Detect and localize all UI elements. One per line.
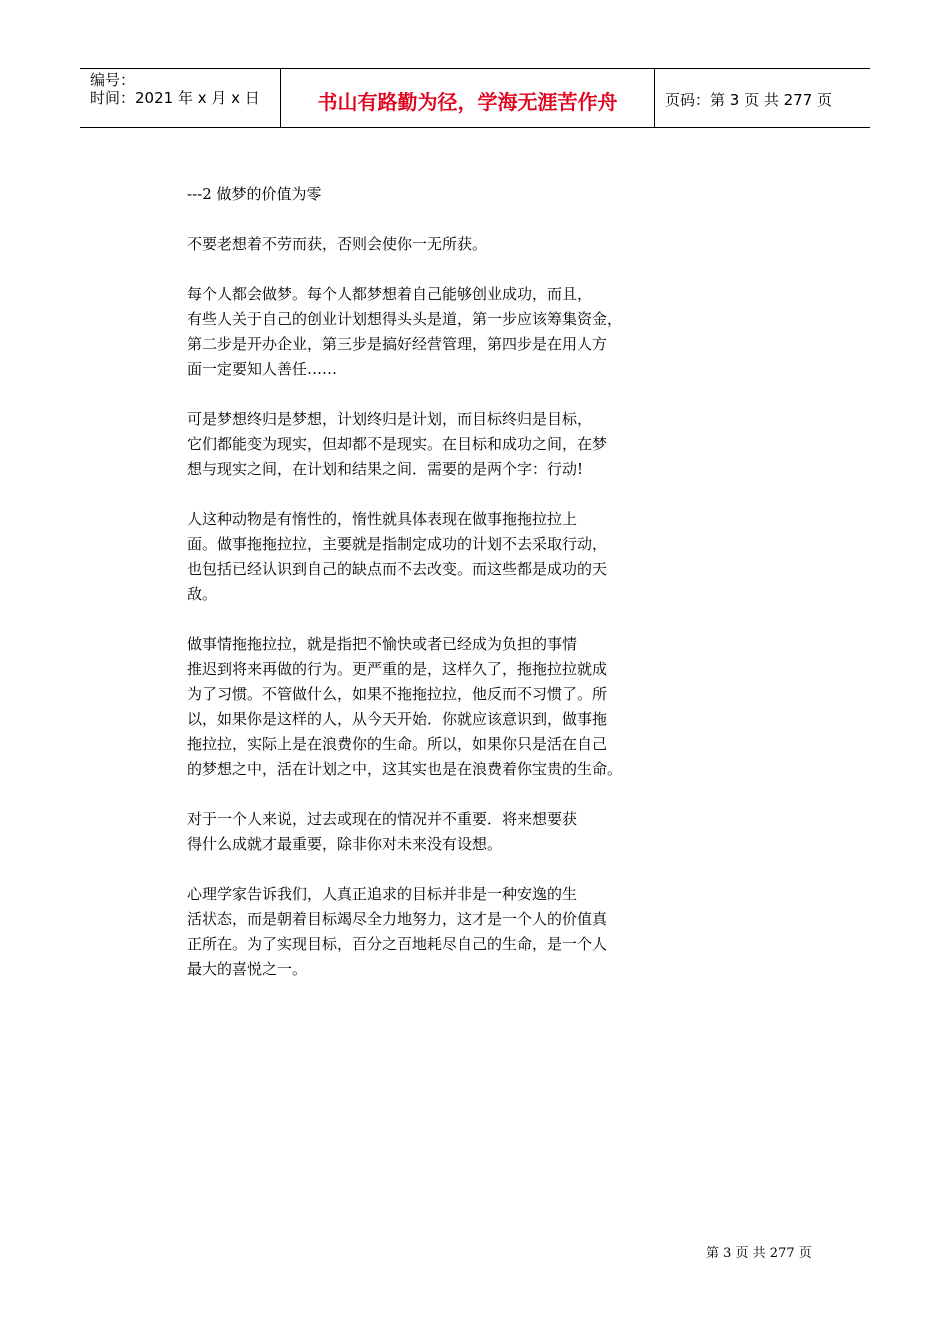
paragraph-line: 想与现实之间，在计划和结果之间．需要的是两个字：行动! xyxy=(187,460,584,478)
paragraph xyxy=(187,632,687,782)
paragraph xyxy=(187,507,687,607)
paragraph-line: 得什么成就才最重要，除非你对未来没有设想。 xyxy=(187,835,503,853)
paragraph-line: 以，如果你是这样的人，从今天开始．你就应该意识到，做事拖 xyxy=(187,710,608,728)
paragraph xyxy=(187,807,687,857)
paragraph-list xyxy=(187,232,687,982)
paragraph-line: 每个人都会做梦。每个人都梦想着自己能够创业成功，而且， xyxy=(187,285,593,303)
paragraph-line: 面一定要知人善任…… xyxy=(187,360,338,378)
paragraph-line: 对于一个人来说，过去或现在的情况并不重要．将来想要获 xyxy=(187,810,578,828)
paragraph-line: 做事情拖拖拉拉，就是指把不愉快或者已经成为负担的事情 xyxy=(187,635,578,653)
header-meta-cell xyxy=(80,69,281,127)
paragraph-line: 最大的喜悦之一。 xyxy=(187,960,308,978)
title-line: ---2 做梦的价值为零 xyxy=(187,185,322,203)
paragraph-line: 拖拉拉，实际上是在浪费你的生命。所以，如果你只是活在自己 xyxy=(187,735,608,753)
paragraph-line: 心理学家告诉我们，人真正追求的目标并非是一种安逸的生 xyxy=(187,885,578,903)
header-page-label: 页码：第 3 页 共 277 页 xyxy=(665,90,833,109)
paragraph-line: 它们都能变为现实，但却都不是现实。在目标和成功之间，在梦 xyxy=(187,435,608,453)
document-body xyxy=(187,182,687,1007)
paragraph-line: 的梦想之中，活在计划之中，这其实也是在浪费着你宝贵的生命。 xyxy=(187,760,623,778)
paragraph-line: 为了习惯。不管做什么，如果不拖拖拉拉，他反而不习惯了。所 xyxy=(187,685,608,703)
paragraph-line: 面。做事拖拖拉拉，主要就是指制定成功的计划不去采取行动， xyxy=(187,535,608,553)
page-header xyxy=(80,68,870,128)
paragraph-line: 正所在。为了实现目标，百分之百地耗尽自己的生命，是一个人 xyxy=(187,935,608,953)
paragraph xyxy=(187,282,687,382)
number-label: 编号： xyxy=(90,71,136,89)
paragraph-line: 第二步是开办企业，第三步是搞好经营管理，第四步是在用人方 xyxy=(187,335,608,353)
paragraph-line: 不要老想着不劳而获，否则会使你一无所获。 xyxy=(187,235,488,253)
time-label: 时间：2021 年 x 月 x 日 xyxy=(90,89,260,107)
section-title xyxy=(187,182,687,207)
paragraph-line: 推迟到将来再做的行为。更严重的是，这样久了，拖拖拉拉就成 xyxy=(187,660,608,678)
paragraph-line: 有些人关于自己的创业计划想得头头是道，第一步应该筹集资金， xyxy=(187,310,623,328)
page-footer: 第 3 页 共 277 页 xyxy=(706,1246,812,1261)
paragraph xyxy=(187,407,687,482)
header-motto: 书山有路勤为径，学海无涯苦作舟 xyxy=(281,69,655,127)
paragraph-line: 可是梦想终归是梦想，计划终归是计划，而目标终归是目标， xyxy=(187,410,593,428)
paragraph-line: 活状态，而是朝着目标竭尽全力地努力，这才是一个人的价值真 xyxy=(187,910,608,928)
paragraph-line: 也包括已经认识到自己的缺点而不去改变。而这些都是成功的天 xyxy=(187,560,608,578)
paragraph-line: 人这种动物是有惰性的，惰性就具体表现在做事拖拖拉拉上 xyxy=(187,510,578,528)
paragraph xyxy=(187,882,687,982)
paragraph-line: 敌。 xyxy=(187,585,218,603)
paragraph xyxy=(187,232,687,257)
